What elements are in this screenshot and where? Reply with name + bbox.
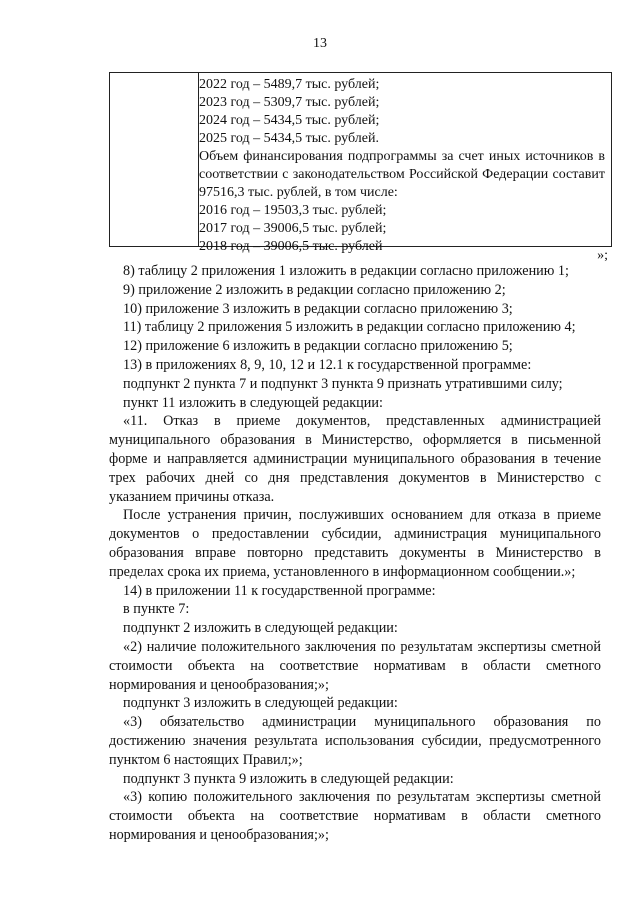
paragraph: подпункт 3 пункта 9 изложить в следующей редакции: <box>123 770 454 787</box>
paragraph: «11. Отказ в приеме документов, представленных администрацией муниципального образования в Министерство, оформляется в письменной форме и направляется администрации муниципального образования в течение трех рабочих дней со дня представления документов в Министерство с указанием причины отказа. <box>109 413 601 505</box>
paragraph: подпункт 2 изложить в следующей редакции: <box>123 620 398 637</box>
funding-line: 2017 год – 39006,5 тыс. рублей; <box>199 221 387 236</box>
table-left-cell <box>110 73 199 246</box>
paragraph: 9) приложение 2 изложить в редакции согласно приложению 2; <box>123 281 506 298</box>
paragraph: 14) в приложении 11 к государственной программе: <box>123 582 436 599</box>
funding-line: 2023 год – 5309,7 тыс. рублей; <box>199 95 380 110</box>
funding-line: 2025 год – 5434,5 тыс. рублей. <box>199 131 379 146</box>
funding-line: 2016 год – 19503,3 тыс. рублей; <box>199 203 387 218</box>
paragraph: пункт 11 изложить в следующей редакции: <box>123 394 383 411</box>
paragraph: в пункте 7: <box>123 601 190 618</box>
paragraph: подпункт 2 пункта 7 и подпункт 3 пункта 9 признать утратившими силу; <box>123 375 563 392</box>
funding-line: 2022 год – 5489,7 тыс. рублей; <box>199 77 380 92</box>
paragraph: 8) таблицу 2 приложения 1 изложить в редакции согласно приложению 1; <box>123 263 569 279</box>
funding-line: 2024 год – 5434,5 тыс. рублей; <box>199 113 380 128</box>
paragraph: подпункт 3 изложить в следующей редакции: <box>123 695 398 712</box>
funding-other-sources-text: Объем финансирования подпрограммы за счет иных источников в соответствии с законодательством Российской Федерации составит 97516,3 тыс. рублей, в том числе: <box>199 149 605 200</box>
paragraph: «2) наличие положительного заключения по результатам экспертизы сметной стоимости объекта на соответствие нормативам в области сметного нормирования и ценообразования;»; <box>109 638 601 693</box>
paragraph: 11) таблицу 2 приложения 5 изложить в редакции согласно приложению 4; <box>123 319 576 336</box>
paragraph: 10) приложение 3 изложить в редакции согласно приложению 3; <box>123 300 513 317</box>
paragraph: 13) в приложениях 8, 9, 10, 12 и 12.1 к государственной программе: <box>123 356 532 373</box>
funding-table <box>109 72 612 254</box>
paragraph: «3) обязательство администрации муниципального образования по достижению значения результата использования субсидии, предусмотренного пунктом 6 настоящих Правил;»; <box>109 714 601 768</box>
document-body <box>109 262 601 845</box>
paragraph: «3) копию положительного заключения по результатам экспертизы сметной стоимости объекта на соответствие нормативам в области сметного нормирования и ценообразования;»; <box>109 789 601 843</box>
paragraph: 12) приложение 6 изложить в редакции согласно приложению 5; <box>123 338 513 355</box>
paragraph: После устранения причин, послуживших основанием для отказа в приеме документов о предоставлении субсидии, администрация муниципального образования вправе повторно представить документы в Министерство в пределах срока их приема, установленного в информационном сообщении.»; <box>109 507 601 580</box>
page-number: 13 <box>313 36 327 51</box>
table-right-cell <box>199 76 605 256</box>
funding-line: 2018 год – 39006,5 тыс. рублей <box>199 239 383 254</box>
closing-quote: »; <box>597 248 608 263</box>
